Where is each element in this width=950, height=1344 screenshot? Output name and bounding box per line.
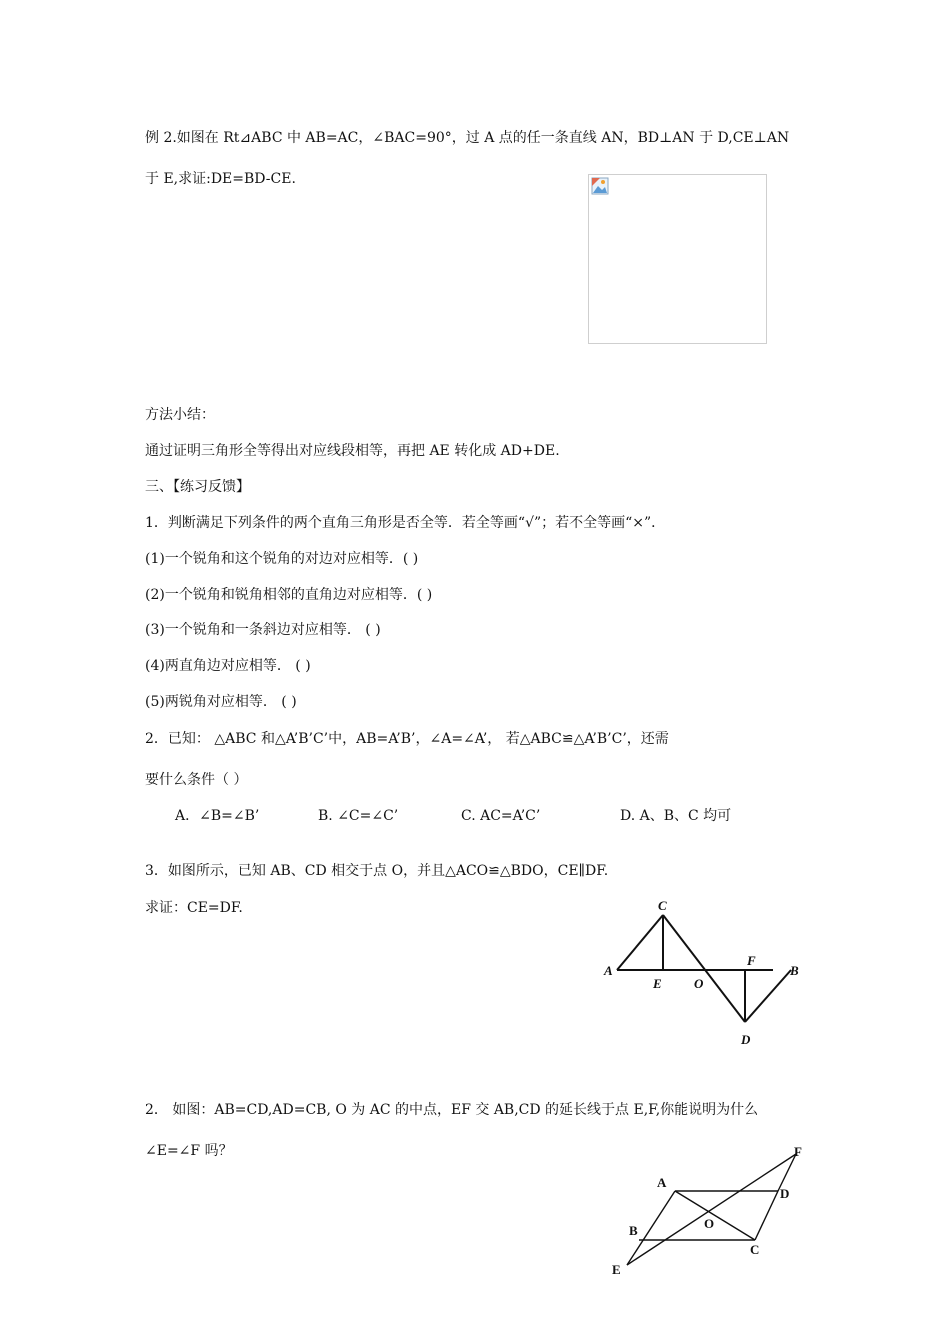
- label-b: B: [790, 963, 799, 978]
- question-3-line-2: 求证：CE=DF.: [145, 900, 243, 916]
- broken-image-icon: [591, 177, 609, 195]
- label-a: A: [657, 1175, 667, 1190]
- label-f: F: [747, 953, 756, 968]
- example-2-line-2: 于 E,求证:DE=BD-CE.: [145, 171, 296, 187]
- question-1-item: (4)两直角边对应相等． ( ): [145, 658, 311, 674]
- label-b: B: [629, 1223, 638, 1238]
- question-3-line-1: 3．如图所示，已知 AB、CD 相交于点 O，并且△ACO≌△BDO，CE∥DF.: [145, 863, 609, 879]
- question-1-item: (5)两锐角对应相等． ( ): [145, 694, 297, 710]
- question-1-stem: 1．判断满足下列条件的两个直角三角形是否全等．若全等画“√”；若不全等画“×”．: [145, 515, 666, 531]
- option-a: A．∠B=∠B’: [175, 808, 260, 824]
- question-2-line-2: 要什么条件（ ）: [145, 772, 248, 788]
- question-1-item: (1)一个锐角和这个锐角的对边对应相等．( ): [145, 551, 419, 567]
- method-summary-heading: 方法小结：: [145, 407, 215, 423]
- section-3-title: 三、【练习反馈】: [145, 479, 250, 495]
- label-c: C: [658, 898, 667, 913]
- label-o: O: [704, 1216, 715, 1231]
- question-1-item: (3)一个锐角和一条斜边对应相等． ( ): [145, 622, 381, 638]
- label-c: C: [750, 1242, 760, 1257]
- figure-q4: [600, 1140, 815, 1280]
- label-f: F: [794, 1144, 802, 1159]
- figure-q3: [598, 895, 810, 1050]
- option-d: D. A、B、C 均可: [620, 808, 732, 824]
- example-2-line-1: 例 2.如图在 Rt⊿ABC 中 AB=AC，∠BAC=90°，过 A 点的任一条直线 AN，BD⊥AN 于 D,CE⊥AN: [145, 130, 790, 146]
- question-4-line-1: 2． 如图：AB=CD,AD=CB, O 为 AC 的中点，EF 交 AB,CD 的延长线于点 E,F,你能说明为什么: [145, 1102, 759, 1118]
- image-placeholder: [588, 174, 767, 344]
- question-1-item: (2)一个锐角和锐角相邻的直角边对应相等．( ): [145, 587, 433, 603]
- label-a: A: [604, 963, 613, 978]
- question-4-line-2: ∠E=∠F 吗？: [145, 1143, 233, 1159]
- label-d: D: [741, 1032, 751, 1047]
- label-o: O: [694, 976, 704, 991]
- option-c: C. AC=A’C’: [461, 808, 541, 824]
- method-summary-text: 通过证明三角形全等得出对应线段相等，再把 AE 转化成 AD+DE.: [145, 443, 560, 459]
- label-e: E: [653, 976, 662, 991]
- label-d: D: [780, 1186, 790, 1201]
- label-e: E: [612, 1262, 621, 1277]
- option-b: B. ∠C=∠C’: [318, 808, 399, 824]
- question-2-line-1: 2．已知： △ABC 和△A’B’C’中，AB=A’B’，∠A=∠A’， 若△ABC≌△A’B’C’，还需: [145, 731, 669, 747]
